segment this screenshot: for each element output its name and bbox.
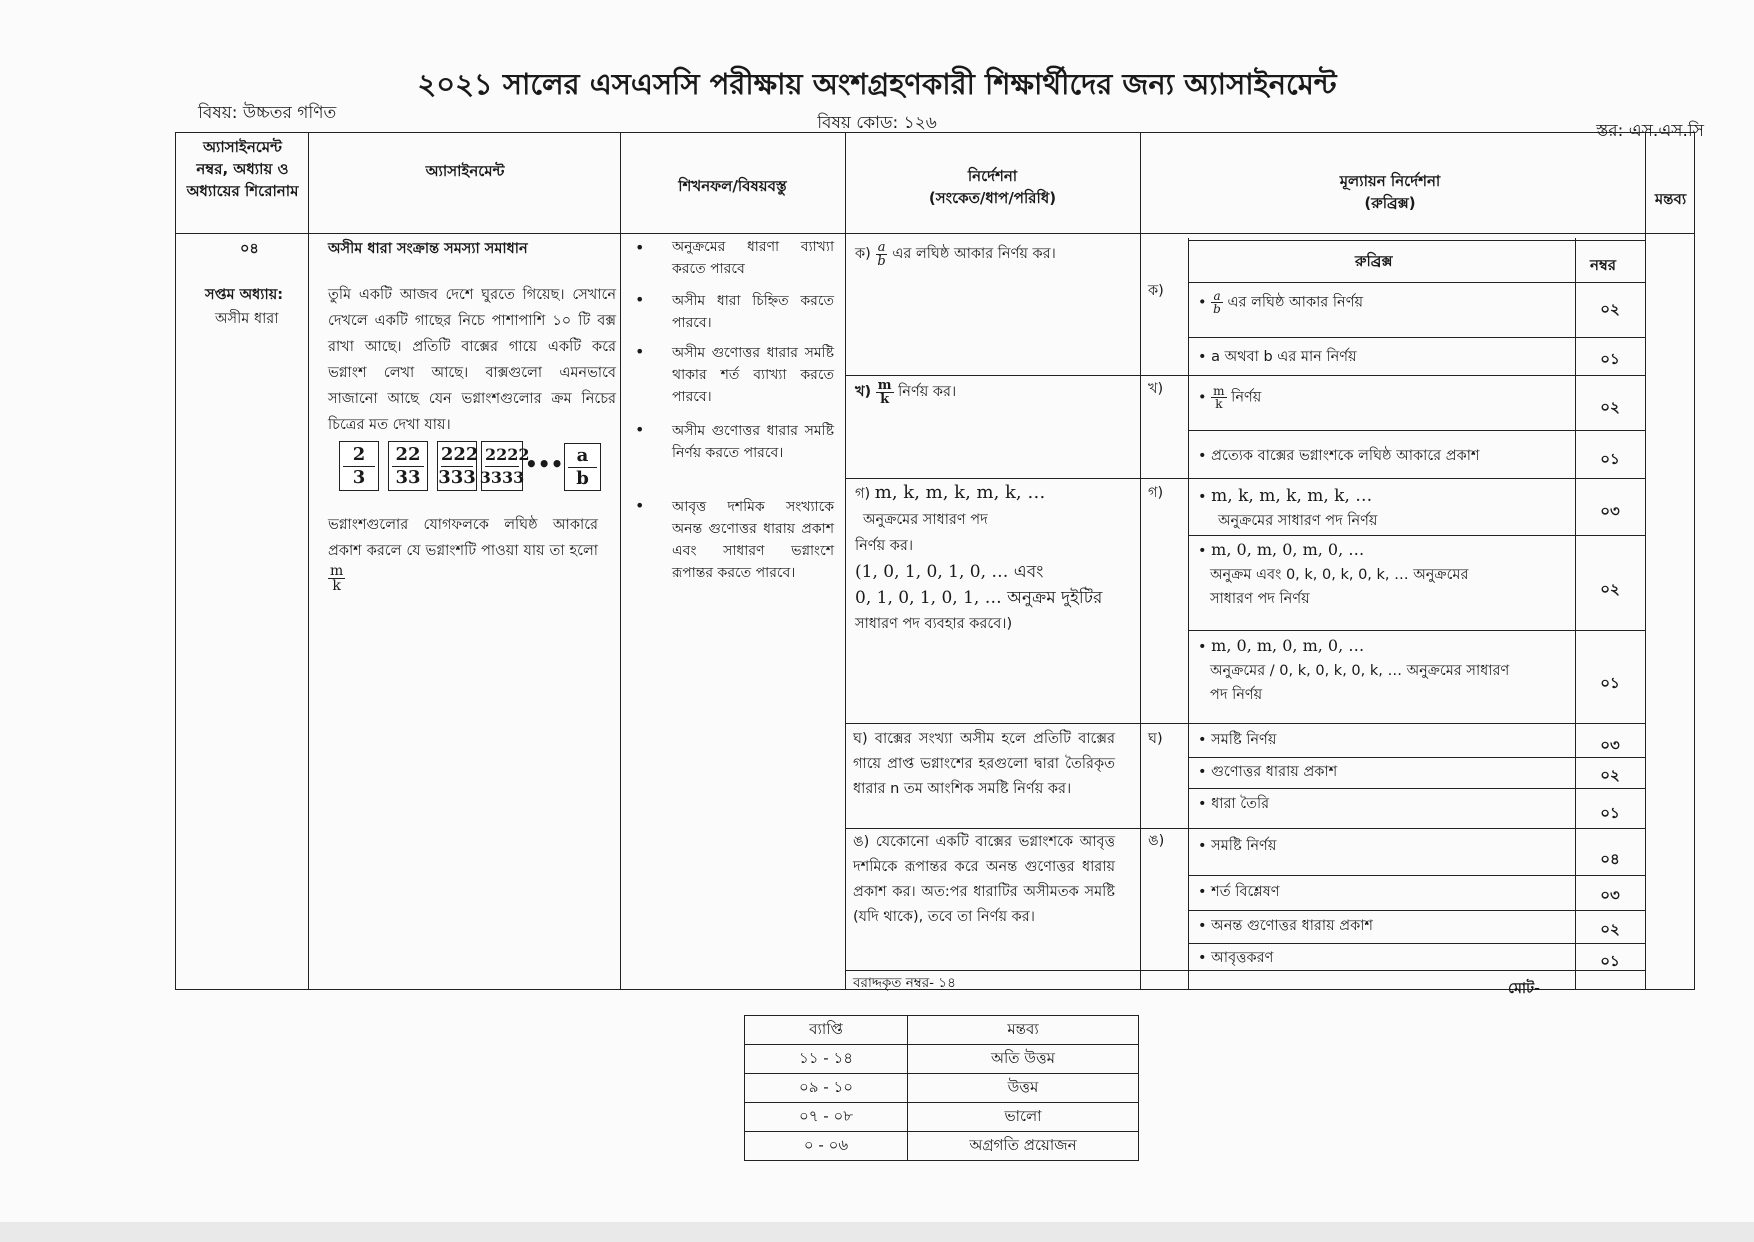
rubric-g2: • m, 0, m, 0, m, 0, … অনুক্রম এবং 0, k, 0, k, 0, k, … অনুক্রমের সাধারণ পদ নির্ণয়	[1198, 540, 1469, 607]
rubric-k1: • $\frac{a}{b}$ এর লঘিষ্ঠ আকার নির্ণয়	[1198, 289, 1364, 316]
fraction-box-4: 2222 3333	[481, 441, 523, 491]
mark-g2: ০২	[1600, 580, 1620, 598]
rubric-label-kh: খ)	[1148, 381, 1164, 397]
outcome-5: আবৃত্ত দশমিক সংখ্যাকে অনন্ত গুণোত্তর ধারায় প্রকাশ এবং সাধারণ ভগ্নাংশে রূপান্তর করতে পারবে।	[672, 499, 834, 581]
document-page: ২০২১ সালের এসএসসি পরীক্ষায় অংশগ্রহণকারী শিক্ষার্থীদের জন্য অ্যাসাইনমেন্ট বিষয়: উচ্চতর গণিত বিষয় কোড: ১২৬ স্তর: এস.এস.সি অ্যাসাইনমেন্ট নম্বর, অধ্যায় ও অধ্যায়ের শিরোনাম অ্যাসাইনমেন্ট শিখনফল/বিষয়বস্তু নির্দেশনা (সংকেত/ধাপ/পরিধি) মূল্যায়ন নির্দেশনা (রুব্রিক্স) মন্তব্য ০৪ সপ্তম অধ্যায়: অসীম ধারা অসীম ধারা সংক্রান্ত সমস্যা সমাধান তুমি একটি আজব দেশে ঘুরতে গিয়েছ। সেখানে দেখলে একটি গাছের নিচে পাশাপাশি ১০ টি বক্স রাখা আছে। প্রতিটি বাক্সের গায়ে একটি করে ভগ্নাংশ লেখা আছে। বাক্সগুলো এমনভাবে সাজানো আছে যেন ভগ্নাংশগুলোর ক্রম নিচের চিত্রের মত দেখা যায়। 2 3 22 33 222 333 2222 3333 ••• a b ভগ্নাংশগুলোর যোগফলকে লঘিষ্ঠ আকারে প্রকাশ করলে যে ভগ্নাংশটি পাওয়া যায় তা হলো $\frac{m}{k}$ • অনুক্রমের ধারণা ব্যাখ্যা করতে পারবে • অসীম ধারা চিহ্নিত করতে পারবে। • অসীম গুণোত্তর ধারার সমষ্টি থাকার শর্ত ব্যাখ্যা করতে পারবে। • অসীম গুণোত্তর ধারার সমষ্টি নির্ণয় করতে পারবে। • আবৃত্ত দশমিক সংখ্যাকে অনন্ত গুণোত্তর ধারায় প্রকাশ এবং সাধারণ ভগ্নাংশে রূপান্তর করতে পারবে। ক) $\frac{a}{b}$ এর লঘিষ্ঠ আকার নির্ণয় কর। খ) $\frac{m}{k}$ নির্ণয় কর। গ) m, k, m, k, m, k, … অনুক্রমের সাধারণ পদ নির্ণয় কর। (1, 0, 1, 0, 1, 0, … এবং 0, 1, 0, 1, 0, 1, … অনুক্রম দুইটির সাধারণ পদ ব্যবহার করবে।) ঘ) বাক্সের সংখ্যা অসীম হলে প্রতিটি বাক্সের গায়ে প্রাপ্ত ভগ্নাংশের হরগুলো দ্বারা তৈরিকৃত ধারার n তম আংশিক সমষ্টি নির্ণয় কর। ঙ) যেকোনো একটি বাক্সের ভগ্নাংশকে আবৃত্ত দশমিকে রূপান্তর করে অনন্ত গুণোত্তর ধারায় প্রকাশ কর। অত:পর ধারাটির অসীমতক সমষ্টি (যদি থাকে), তবে তা নির্ণয় কর। বরাদ্দকৃত নম্বর- ১৪ মোট- রুব্রিক্স নম্বর ক) খ) গ) ঘ) ঙ) • $\frac{a}{b}$ এর লঘিষ্ঠ আকার নির্ণয় ০২ • a অথবা b এর মান নির্ণয় ০১ • $\frac{m}{k}$ নির্ণয় ০২ • প্রত্যেক বাক্সের ভগ্নাংশকে লঘিষ্ঠ আকারে প্রকাশ ০১ • m, k, m, k, m, k, … অনুক্রমের সাধারণ পদ নির্ণয় ০৩ • m, 0, m, 0, m, 0, … অনুক্রম এবং 0, k, 0, k, 0, k, … অনুক্রমের সাধারণ পদ নির্ণয় ০২ • m, 0, m, 0, m, 0, … অনুক্রমের / 0, k, 0, k, 0, k, … অনুক্রমের সাধারণ পদ নির্ণয় ০১ • সমষ্টি নির্ণয় ০৩ • গুণোত্তর ধারায় প্রকাশ ০২ • ধারা তৈরি ০১ • সমষ্টি নির্ণয় ০৪ • শর্ত বিশ্লেষণ ০৩ • অনন্ত গুণোত্তর ধারায় প্রকাশ ০২ • আবৃত্তকরণ ০১ ব্যাপ্তি মন্তব্য ১১ - ১৪ অতি উত্তম ০৯ - ১০ উত্তম ০৭ - ০৮ ভালো ০ - ০৬ অগ্রগতি প্রয়োজন	[0, 0, 1754, 1222]
rubric-label-g: গ)	[1148, 485, 1164, 501]
mark-kh1: ০২	[1600, 398, 1620, 416]
subject-code: বিষয় কোড: ১২৬	[817, 113, 937, 133]
rubric-g1: • m, k, m, k, m, k, … অনুক্রমের সাধারণ পদ নির্ণয়	[1198, 486, 1378, 529]
subject-label: বিষয়: উচ্চতর গণিত	[198, 103, 337, 123]
document-title: ২০২১ সালের এসএসসি পরীক্ষায় অংশগ্রহণকারী শিক্ষার্থীদের জন্য অ্যাসাইনমেন্ট	[417, 67, 1337, 101]
table-row: ০৯ - ১০ উত্তম	[745, 1074, 1139, 1103]
mark-gh3: ০১	[1600, 804, 1620, 822]
instruction-kh: খ) $\frac{m}{k}$ নির্ণয় কর।	[855, 377, 957, 407]
outcome-2: অসীম ধারা চিহ্নিত করতে পারবে।	[672, 293, 834, 331]
instruction-k: ক) $\frac{a}{b}$ এর লঘিষ্ঠ আকার নির্ণয় কর।	[855, 239, 1056, 269]
rubric-ng2: • শর্ত বিশ্লেষণ	[1198, 884, 1280, 900]
col-header-assignment: অ্যাসাইনমেন্ট	[425, 162, 505, 180]
mark-gh1: ০৩	[1600, 736, 1620, 754]
rubric-label-k: ক)	[1148, 283, 1164, 299]
grading-header-range: ব্যাপ্তি	[745, 1016, 908, 1045]
col-header-assignment-no: অ্যাসাইনমেন্ট নম্বর, অধ্যায় ও অধ্যায়ের শিরোনাম	[186, 138, 299, 200]
fraction-box-3: 222 333	[437, 441, 477, 491]
grading-table	[744, 1015, 1139, 1161]
fraction-box-1: 2 3	[339, 441, 379, 491]
result-fraction: $\frac{m}{k}$	[330, 563, 344, 594]
fraction-box-last: a b	[564, 443, 601, 491]
assignment-paragraph: তুমি একটি আজব দেশে ঘুরতে গিয়েছ। সেখানে দেখলে একটি গাছের নিচে পাশাপাশি ১০ টি বক্স রাখা আছে। প্রতিটি বাক্সের গায়ে একটি করে ভগ্নাংশ লেখা আছে। বাক্সগুলো এমনভাবে সাজানো আছে যেন ভগ্নাংশগুলোর ক্রম নিচের চিত্রের মত দেখা যায়।	[328, 287, 616, 433]
table-row: ০৭ - ০৮ ভালো	[745, 1103, 1139, 1132]
outcome-3: অসীম গুণোত্তর ধারার সমষ্টি থাকার শর্ত ব্যাখ্যা করতে পারবে।	[672, 345, 834, 405]
mark-ng4: ০১	[1600, 952, 1620, 970]
allotted-marks: বরাদ্দকৃত নম্বর- ১৪	[853, 975, 956, 991]
rubric-kh2: • প্রত্যেক বাক্সের ভগ্নাংশকে লঘিষ্ঠ আকারে প্রকাশ	[1198, 448, 1480, 464]
mark-g1: ০৩	[1600, 502, 1620, 520]
chapter-label: সপ্তম অধ্যায়:	[205, 287, 284, 303]
mark-ng2: ০৩	[1600, 886, 1620, 904]
mark-kh2: ০১	[1600, 450, 1620, 468]
instruction-g: গ) m, k, m, k, m, k, … অনুক্রমের সাধারণ পদ নির্ণয় কর। (1, 0, 1, 0, 1, 0, … এবং 0, 1, 0, 1, 0, 1, … অনুক্রম দুইটির সাধারণ পদ ব্যবহার করবে।)	[855, 482, 1103, 632]
col-header-evaluation: মূল্যায়ন নির্দেশনা (রুব্রিক্স)	[1339, 172, 1441, 212]
rubric-label-gh: ঘ)	[1148, 731, 1163, 747]
mark-k1: ০২	[1600, 300, 1620, 318]
total-label: মোট-	[1508, 981, 1541, 997]
level-label: স্তর: এস.এস.সি	[1596, 121, 1704, 141]
col-header-instructions: নির্দেশনা (সংকেত/ধাপ/পরিধি)	[928, 167, 1057, 207]
assignment-heading: অসীম ধারা সংক্রান্ত সমস্যা সমাধান	[328, 241, 528, 257]
rubric-ng3: • অনন্ত গুণোত্তর ধারায় প্রকাশ	[1198, 918, 1374, 934]
fraction-box-2: 22 33	[388, 441, 428, 491]
rubric-k2: • a অথবা b এর মান নির্ণয়	[1198, 349, 1357, 365]
col-header-outcomes: শিখনফল/বিষয়বস্তু	[678, 177, 787, 195]
mark-gh2: ০২	[1600, 766, 1620, 784]
mark-ng3: ০২	[1600, 920, 1620, 938]
mark-ng1: ০৪	[1600, 850, 1620, 868]
assignment-paragraph-2: ভগ্নাংশগুলোর যোগফলকে লঘিষ্ঠ আকারে প্রকাশ করলে যে ভগ্নাংশটি পাওয়া যায় তা হলো $\frac{m}{k}$	[328, 517, 598, 594]
ellipsis-dots: •••	[525, 452, 564, 476]
rubric-gh3: • ধারা তৈরি	[1198, 796, 1270, 812]
chapter-title: অসীম ধারা	[215, 311, 279, 327]
rubric-ng1: • সমষ্টি নির্ণয়	[1198, 838, 1277, 854]
rubric-label-ng: ঙ)	[1148, 833, 1165, 849]
instruction-gh: ঘ) বাক্সের সংখ্যা অসীম হলে প্রতিটি বাক্সের গায়ে প্রাপ্ত ভগ্নাংশের হরগুলো দ্বারা তৈরিকৃত ধারার n তম আংশিক সমষ্টি নির্ণয় কর।	[853, 731, 1115, 797]
rubric-ng4: • আবৃত্তকরণ	[1198, 950, 1274, 966]
rubric-g3: • m, 0, m, 0, m, 0, … অনুক্রমের / 0, k, 0, k, 0, k, … অনুক্রমের সাধারণ পদ নির্ণয়	[1198, 636, 1510, 703]
mark-k2: ০১	[1600, 350, 1620, 368]
rubric-gh1: • সমষ্টি নির্ণয়	[1198, 732, 1277, 748]
table-row: ১১ - ১৪ অতি উত্তম	[745, 1045, 1139, 1074]
assignment-number: ০৪	[240, 241, 259, 257]
marks-header: নম্বর	[1590, 256, 1617, 274]
rubric-header: রুব্রিক্স	[1355, 252, 1393, 270]
grading-header-remark: মন্তব্য	[908, 1016, 1139, 1045]
col-header-remarks: মন্তব্য	[1654, 190, 1687, 208]
outcome-1: অনুক্রমের ধারণা ব্যাখ্যা করতে পারবে	[672, 239, 834, 277]
mark-g3: ০১	[1600, 674, 1620, 692]
rubric-kh1: • $\frac{m}{k}$ নির্ণয়	[1198, 384, 1262, 411]
outcome-4: অসীম গুণোত্তর ধারার সমষ্টি নির্ণয় করতে পারবে।	[672, 423, 834, 461]
instruction-ng: ঙ) যেকোনো একটি বাক্সের ভগ্নাংশকে আবৃত্ত দশমিকে রূপান্তর করে অনন্ত গুণোত্তর ধারায় প্রকাশ কর। অত:পর ধারাটির অসীমতক সমষ্টি (যদি থাকে), তবে তা নির্ণয় কর।	[853, 834, 1115, 925]
rubric-gh2: • গুণোত্তর ধারায় প্রকাশ	[1198, 764, 1338, 780]
table-row: ০ - ০৬ অগ্রগতি প্রয়োজন	[745, 1132, 1139, 1161]
